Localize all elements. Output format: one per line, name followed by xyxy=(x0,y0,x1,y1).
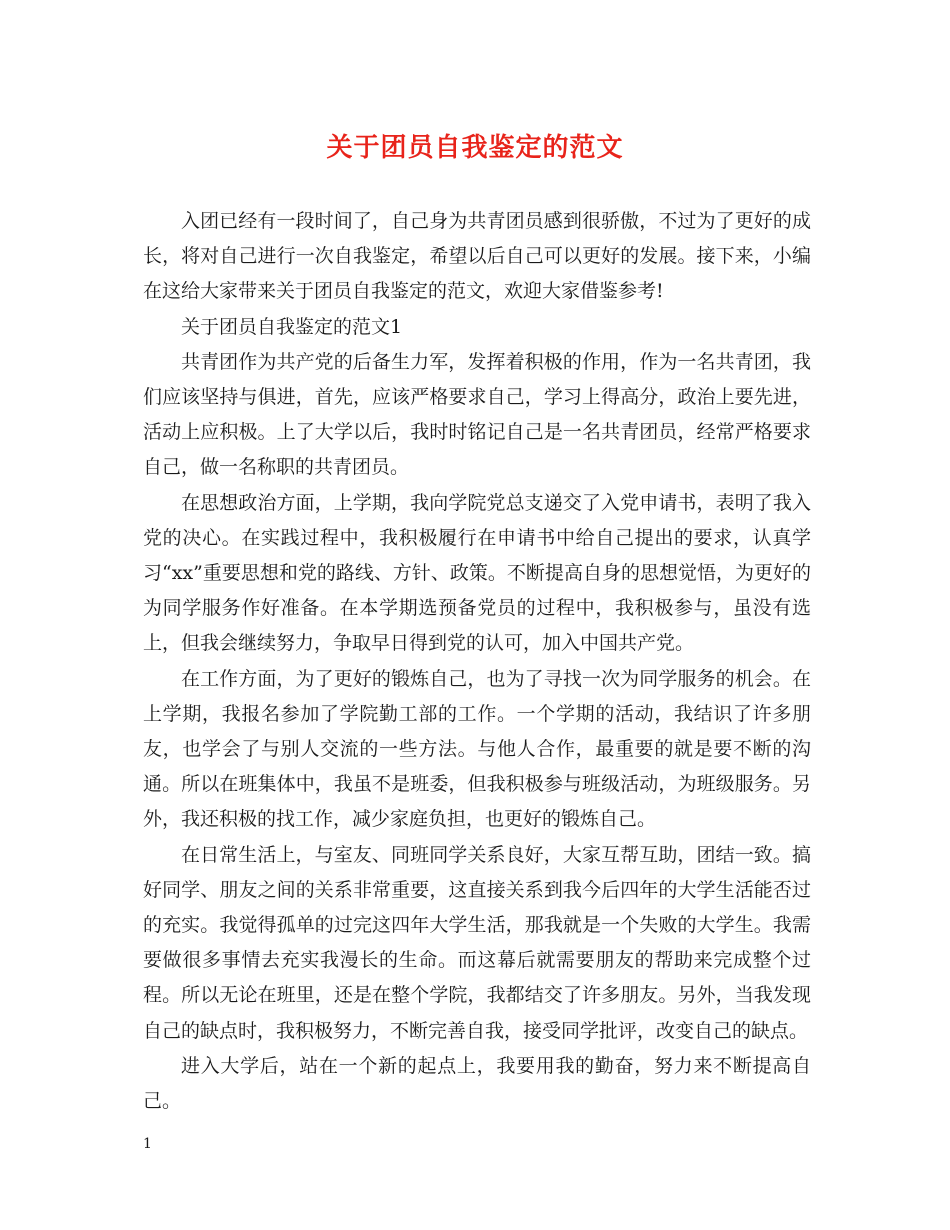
document-title: 关于团员自我鉴定的范文 xyxy=(326,133,624,163)
paragraph: 在思想政治方面，上学期，我向学院党总支递交了入党申请书，表明了我入党的决心。在实践过程中，我积极履行在申请书中给自己提出的要求，认真学习“xx”重要思想和党的路线、方针、政策。不断提高自身的思想觉悟，为更好的为同学服务作好准备。在本学期选预备党员的过程中，我积极参与，虽没有选上，但我会继续努力，争取早日得到党的认可，加入中国共产党。 xyxy=(143,491,811,655)
page-number: 1 xyxy=(143,1136,152,1152)
section-heading: 关于团员自我鉴定的范文1 xyxy=(181,315,403,338)
paragraph: 在日常生活上，与室友、同班同学关系良好，大家互帮互助，团结一致。搞好同学、朋友之间的关系非常重要，这直接关系到我今后四年的大学生活能否过的充实。我觉得孤单的过完这四年大学生活，那我就是一个失败的大学生。我需要做很多事情去充实我漫长的生命。而这幕后就需要朋友的帮助来完成整个过程。所以无论在班里，还是在整个学院，我都结交了许多朋友。另外，当我发现自己的缺点时，我积极努力，不断完善自我，接受同学批评，改变自己的缺点。 xyxy=(143,843,811,1042)
paragraph: 在工作方面，为了更好的锻炼自己，也为了寻找一次为同学服务的机会。在上学期，我报名参加了学院勤工部的工作。一个学期的活动，我结识了许多朋友，也学会了与别人交流的一些方法。与他人合作，最重要的就是要不断的沟通。所以在班集体中，我虽不是班委，但我积极参与班级活动，为班级服务。另外，我还积极的找工作，减少家庭负担，也更好的锻炼自己。 xyxy=(143,667,811,831)
paragraph: 共青团作为共产党的后备生力军，发挥着积极的作用，作为一名共青团，我们应该坚持与俱进，首先，应该严格要求自己，学习上得高分，政治上要先进，活动上应积极。上了大学以后，我时时铭记自己是一名共青团员，经常严格要求自己，做一名称职的共青团员。 xyxy=(143,350,811,479)
paragraph-intro: 入团已经有一段时间了，自己身为共青团员感到很骄傲，不过为了更好的成长，将对自己进行一次自我鉴定，希望以后自己可以更好的发展。接下来，小编在这给大家带来关于团员自我鉴定的范文，欢迎大家借鉴参考! xyxy=(143,210,811,303)
document-body xyxy=(143,204,811,1119)
paragraph: 进入大学后，站在一个新的起点上，我要用我的勤奋，努力来不断提高自己。 xyxy=(143,1054,811,1113)
